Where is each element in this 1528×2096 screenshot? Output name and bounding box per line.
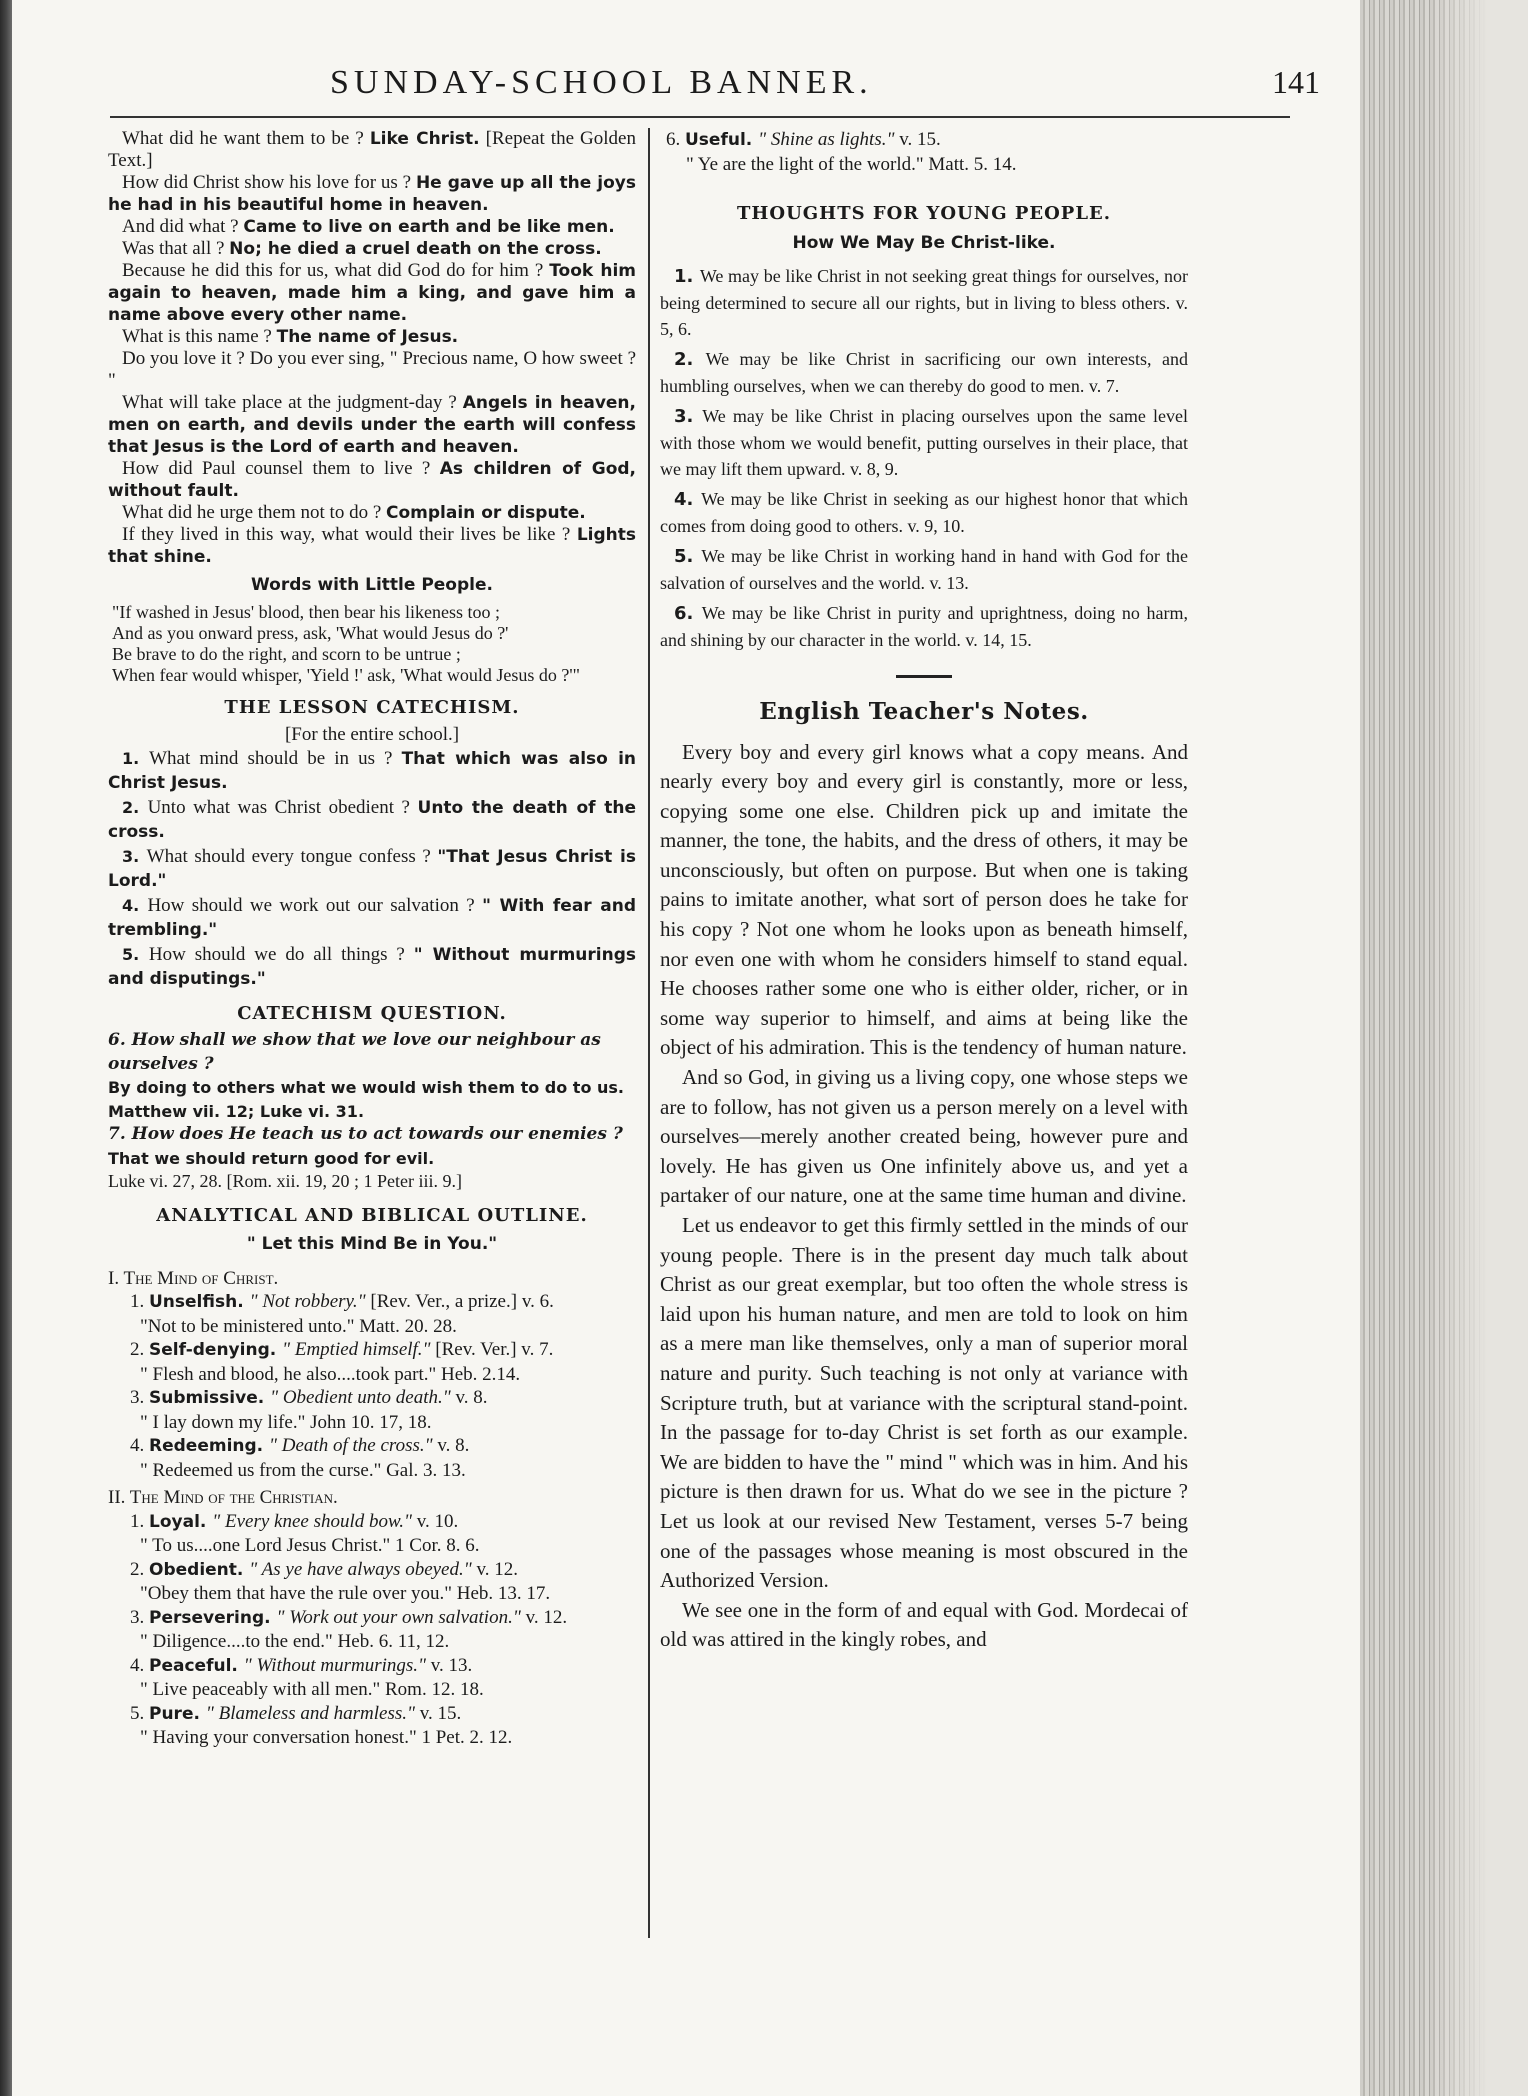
catechism-question: What mind should be in us ? [149, 747, 402, 769]
cq-refs: Luke vi. 27, 28. [Rom. xii. 19, 20 ; 1 Peter iii. 9.] [108, 1171, 462, 1191]
question-answer [108, 238, 636, 260]
running-title: SUNDAY-SCHOOL BANNER. [330, 64, 873, 101]
answer-text: No; he died a cruel death on the cross. [229, 239, 602, 259]
outline-number: 1. [130, 1291, 149, 1312]
catechism-question: Unto what was Christ obedient ? [147, 796, 418, 818]
outline-parallel: "Obey them that have the rule over you." Heb. 13. 17. [140, 1583, 551, 1604]
outline-item [666, 128, 1188, 153]
thought-text: We may be like Christ in placing ourselves upon the same level with those whom we would benefit, putting ourselves in their place, that we may lift them upward. v. 8, 9. [660, 406, 1188, 479]
outline-keyword: Peaceful. [149, 1655, 244, 1676]
thought-number: 1. [674, 266, 700, 287]
item-number: 5. [122, 944, 149, 964]
cq-title: CATECHISM QUESTION. [237, 1002, 507, 1024]
outline-ref: v. 8. [450, 1387, 488, 1408]
left-column [108, 128, 636, 1750]
outline-item [130, 1510, 636, 1535]
catechism-list [108, 747, 636, 992]
outline-parallel: " To us....one Lord Jesus Christ." 1 Cor. 8. 6. [140, 1535, 480, 1556]
outline-part-one-items [108, 1290, 636, 1482]
question-answer [108, 524, 636, 568]
outline-parallel: " Redeemed us from the curse." Gal. 3. 13. [140, 1459, 466, 1481]
english-notes-title: English Teacher's Notes. [759, 698, 1089, 725]
header-rule [110, 116, 1290, 118]
question-answer [108, 172, 636, 216]
body-paragraph: And so God, in giving us a living copy, one whose steps we are to follow, has not given us a person merely on a level with ourselves—merely another created being, however pure and lovely. He has given us One infinitely above us, and yet a partaker of our nature, one at the same time human and divine. [660, 1065, 1188, 1208]
outline-parallel: "Not to be ministered unto." Matt. 20. 28. [140, 1315, 457, 1337]
question-text: Do you love it ? Do you ever sing, " Precious name, O how sweet ? " [108, 348, 636, 391]
outline-item [130, 1558, 636, 1583]
answer-text: Angels in heaven, men on earth, and devils under the earth will confess that Jesus is the Lord of earth and heaven. [108, 393, 636, 457]
answer-text: He gave up all the joys he had in his beautiful home in heaven. [108, 173, 636, 215]
outline-quote: " Death of the cross." [269, 1435, 433, 1456]
catechism-sub: [For the entire school.] [284, 724, 460, 745]
catechism-item [108, 747, 636, 796]
question-text: Was that all ? [122, 238, 230, 259]
catechism-answer: " With fear and trembling." [108, 895, 636, 940]
thought-text: We may be like Christ in seeking as our highest honor that which comes from doing good to others. v. 9, 10. [660, 489, 1188, 536]
answer-text: Complain or dispute. [386, 503, 586, 523]
body-paragraph: Let us endeavor to get this firmly settled in the minds of our young people. There is in the present day much talk about Christ as our great exemplar, but too often the whole stress is laid upon his human nature, and men are told to look on him as a mere man like themselves, only a man of superior moral nature and purity. Such teaching is not only at variance with Scripture truth, but at variance with the scriptural stand-point. In the passage for to-day Christ is set forth as our example. We are bidden to have the " mind " which was in him. And his picture is then drawn for us. What do we see in the picture ? Let us look at our revised New Testament, verses 5-7 being one of the passages whose meaning is most obscured in the Authorized Version. [660, 1213, 1188, 1593]
right-column [660, 128, 1188, 1655]
outline-keyword: Pure. [149, 1703, 206, 1724]
cq-answer: That we should return good for evil. [108, 1148, 435, 1168]
outline-item [130, 1434, 636, 1459]
question-text: What did he want them to be ? [122, 128, 370, 149]
section-divider [896, 675, 952, 678]
catechism-answer: " Without murmurings and disputings." [108, 944, 637, 989]
outline-number: 3. [130, 1606, 149, 1628]
question-answer [108, 502, 636, 524]
outline-parallel: " Having your conversation honest." 1 Pet. 2. 12. [140, 1727, 513, 1748]
catechism-item [108, 894, 636, 943]
item-number: 2. [122, 797, 148, 817]
review-questions [108, 128, 636, 568]
answer-text: Took him again to heaven, made him a king, and gave him a name above every other name. [108, 261, 636, 325]
outline-ref: v. 13. [426, 1654, 473, 1676]
catechism-question: How should we work out our salvation ? [147, 894, 483, 916]
catechism-title: THE LESSON CATECHISM. [224, 696, 520, 718]
catechism-answer: That which was also in Christ Jesus. [108, 748, 636, 793]
column-divider [648, 128, 650, 1938]
catechism-answer: Unto the death of the cross. [108, 797, 636, 842]
outline-quote: " Not robbery." [249, 1291, 366, 1312]
thought-item [660, 263, 1188, 342]
words-poem [108, 602, 636, 686]
thoughts-sub: How We May Be Christ-like. [792, 232, 1056, 253]
outline-keyword: Persevering. [149, 1607, 277, 1628]
question-text: Because he did this for us, what did God do for him ? [122, 260, 550, 281]
question-answer [108, 128, 636, 172]
outline-sub: " Let this Mind Be in You." [246, 1234, 498, 1254]
outline-quote: " Shine as lights." [758, 129, 895, 150]
outline-quote: " Obedient unto death." [270, 1387, 451, 1408]
thought-number: 6. [674, 603, 702, 624]
question-answer [108, 348, 636, 392]
thought-number: 4. [674, 489, 702, 510]
outline-ref: [Rev. Ver.] v. 7. [430, 1339, 554, 1360]
outline-number: 4. [130, 1435, 149, 1456]
thought-item [660, 346, 1188, 399]
answer-tail: [Repeat the Golden Text.] [108, 128, 636, 171]
catechism-question: How should we do all things ? [148, 943, 414, 965]
outline-quote: " Work out your own salvation." [276, 1606, 521, 1628]
item-number: 3. [122, 846, 147, 866]
cq-question: 7. How does He teach us to act towards our enemies ? [108, 1124, 623, 1144]
thought-text: We may be like Christ in not seeking great things for ourselves, nor being determined to secure all our rights, but in living to bless others. v. 5, 6. [660, 266, 1188, 339]
outline-item [130, 1606, 636, 1631]
outline-part-one: I. The Mind of Christ. [108, 1267, 279, 1289]
outline-keyword: Useful. [685, 130, 759, 150]
thought-item [660, 486, 1188, 539]
outline-number: 3. [130, 1387, 149, 1408]
thought-number: 3. [674, 406, 703, 427]
thought-item [660, 543, 1188, 596]
words-title: Words with Little People. [251, 575, 493, 595]
thought-text: We may be like Christ in sacrificing our own interests, and humbling ourselves, when we can thereby do good to men. v. 7. [660, 349, 1188, 396]
outline-parallel: " Live peaceably with all men." Rom. 12. 18. [140, 1679, 484, 1700]
answer-text: As children of God, without fault. [108, 459, 636, 501]
thought-number: 2. [674, 349, 706, 370]
poem-line: And as you onward press, ask, 'What would Jesus do ?' [112, 622, 509, 643]
outline-quote: " Without murmurings." [243, 1654, 427, 1676]
outline-parallel: " Flesh and blood, he also....took part." Heb. 2.14. [140, 1363, 521, 1385]
catechism-answer: "That Jesus Christ is Lord." [108, 846, 637, 891]
page-number: 141 [1272, 64, 1320, 100]
outline-parallel: " I lay down my life." John 10. 17, 18. [140, 1411, 432, 1433]
question-answer [108, 216, 636, 238]
outline-keyword: Unselfish. [149, 1292, 250, 1312]
outline-number: 1. [130, 1510, 149, 1532]
answer-text: Came to live on earth and be like men. [243, 217, 615, 237]
cq-question: 6. How shall we show that we love our neighbour as ourselves ? [108, 1030, 601, 1074]
outline-quote: " As ye have always obeyed." [249, 1558, 472, 1580]
outline-part-two: II. The Mind of the Christian. [108, 1487, 338, 1508]
answer-text: The name of Jesus. [276, 327, 459, 347]
outline-quote: " Every knee should bow." [212, 1510, 413, 1532]
outline-number: 6. [666, 129, 685, 150]
catechism-question: What should every tongue confess ? [146, 845, 438, 867]
outline-item [130, 1702, 636, 1727]
question-text: How did Christ show his love for us ? [122, 172, 416, 193]
outline-number: 2. [130, 1558, 149, 1580]
question-answer [108, 392, 636, 458]
outline-item [130, 1386, 636, 1411]
question-text: If they lived in this way, what would their lives be like ? [122, 524, 577, 545]
outline-keyword: Redeeming. [149, 1436, 270, 1456]
outline-ref: v. 10. [412, 1510, 459, 1532]
outline-item [130, 1654, 636, 1679]
question-text: How did Paul counsel them to live ? [122, 458, 440, 479]
outline-useful-item [660, 128, 1188, 176]
thought-text: We may be like Christ in purity and uprightness, doing no harm, and shining by our character in the world. v. 14, 15. [660, 603, 1188, 650]
running-head [330, 64, 1320, 114]
outline-keyword: Self-denying. [149, 1340, 283, 1360]
outline-ref: v. 12. [471, 1558, 519, 1580]
outline-ref: v. 15. [414, 1702, 462, 1724]
item-number: 1. [122, 748, 150, 768]
outline-quote: " Emptied himself." [282, 1339, 431, 1360]
answer-text: Lights that shine. [108, 525, 636, 567]
question-text: And did what ? [122, 216, 244, 237]
outline-title: ANALYTICAL AND BIBLICAL OUTLINE. [156, 1204, 588, 1226]
outline-number: 5. [130, 1702, 149, 1724]
answer-text: Like Christ. [369, 129, 480, 149]
question-text: What will take place at the judgment-day ? [122, 392, 463, 413]
outline-keyword: Submissive. [149, 1388, 271, 1408]
page-edges [1360, 0, 1528, 2096]
cq-answer: By doing to others what we would wish them to do to us. Matthew vii. 12; Luke vi. 31. [108, 1078, 624, 1121]
outline-parallel: " Diligence....to the end." Heb. 6. 11, 12. [140, 1631, 450, 1652]
outline-number: 4. [130, 1654, 149, 1676]
question-answer [108, 260, 636, 326]
outline-ref: [Rev. Ver., a prize.] v. 6. [365, 1291, 554, 1312]
poem-line: "If washed in Jesus' blood, then bear his likeness too ; [112, 601, 501, 622]
outline-ref: v. 8. [432, 1435, 470, 1456]
item-number: 4. [122, 895, 148, 915]
thought-item [660, 600, 1188, 653]
outline-keyword: Loyal. [149, 1511, 213, 1532]
outline-item [130, 1338, 636, 1363]
outline-item [130, 1290, 636, 1315]
body-paragraph: Every boy and every girl knows what a copy means. And nearly every boy and every girl is constantly, more or less, copying some one else. Children pick up and imitate the manner, the tone, the habits, and the dress of others, it may be unconsciously, but often on purpose. But when one is taking pains to imitate another, what sort of person does he take for his copy ? Not one whom he looks upon as beneath himself, nor even one with whom he considers himself to stand equal. He chooses rather some one who is either older, richer, or in some way superior to himself, and aims at being like the object of his admiration. This is the tendency of human nature. [660, 739, 1188, 1060]
thought-number: 5. [674, 546, 702, 567]
outline-ref: v. 15. [894, 129, 941, 150]
outline-ref: v. 12. [520, 1606, 568, 1628]
body-paragraph: We see one in the form of and equal with God. Mordecai of old was attired in the kingly robes, and [660, 1597, 1188, 1652]
catechism-item [108, 796, 636, 845]
english-notes-body [660, 738, 1188, 1655]
thoughts-title: THOUGHTS FOR YOUNG PEOPLE. [737, 203, 1111, 224]
outline-keyword: Obedient. [149, 1559, 250, 1580]
thoughts-list [660, 263, 1188, 653]
outline-parallel: " Ye are the light of the world." Matt. 5. 14. [686, 153, 1017, 175]
catechism-item [108, 943, 636, 992]
outline-number: 2. [130, 1339, 149, 1360]
thought-text: We may be like Christ in working hand in hand with God for the salvation of ourselves and the world. v. 13. [660, 546, 1189, 593]
question-text: What did he urge them not to do ? [122, 502, 387, 523]
catechism-item [108, 845, 636, 894]
question-text: What is this name ? [122, 326, 277, 347]
poem-line: Be brave to do the right, and scorn to be untrue ; [112, 643, 461, 664]
thought-item [660, 403, 1188, 482]
outline-part-two-items [108, 1510, 636, 1750]
question-answer [108, 458, 636, 502]
catechism-question-list [108, 1029, 636, 1170]
outline-quote: " Blameless and harmless." [205, 1702, 415, 1724]
question-answer [108, 326, 636, 348]
poem-line: When fear would whisper, 'Yield !' ask, 'What would Jesus do ?'" [112, 664, 580, 685]
